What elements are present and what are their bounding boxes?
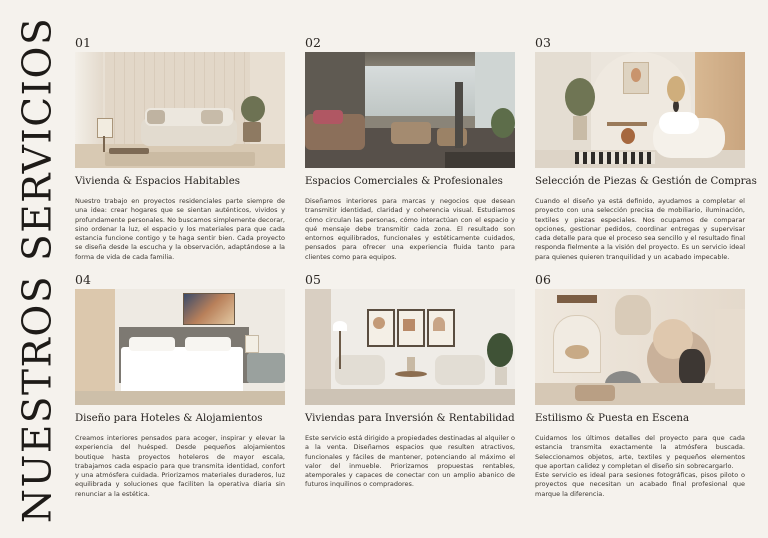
- page-title: NUESTROS SERVICIOS: [15, 16, 61, 524]
- service-title: Estilismo & Puesta en Escena: [535, 413, 690, 424]
- restaurant-terrace-photo: [305, 52, 515, 168]
- service-number: 03: [535, 35, 551, 50]
- furniture-selection-photo: [535, 52, 745, 168]
- investment-living-room-photo: [305, 289, 515, 405]
- service-card-04: [75, 272, 285, 499]
- service-title: Diseño para Hoteles & Alojamientos: [75, 413, 263, 424]
- vertical-title: [0, 0, 74, 538]
- service-card-03: [535, 35, 757, 262]
- service-title: Espacios Comerciales & Profesionales: [305, 176, 503, 187]
- service-number: 04: [75, 272, 91, 287]
- styling-photo: [535, 289, 745, 405]
- service-description: Este servicio está dirigido a propiedades destinadas al alquiler o a la venta. Diseñamos espacios que resulten atractivos, funcionales y fáciles de mantener, potenciando al máximo el valor del inmueble. Priorizamos propuestas rentables, atemporales y capaces de conectar con un amplio abanico de futuros inquilinos o compradores.: [305, 434, 515, 489]
- service-number: 02: [305, 35, 321, 50]
- service-card-01: [75, 35, 285, 262]
- service-card-02: [305, 35, 515, 262]
- service-number: 05: [305, 272, 321, 287]
- service-title: Selección de Piezas & Gestión de Compras: [535, 176, 757, 187]
- living-room-photo: [75, 52, 285, 168]
- service-card-05: [305, 272, 515, 490]
- service-title: Vivienda & Espacios Habitables: [75, 176, 240, 187]
- service-number: 06: [535, 272, 551, 287]
- service-description: Cuidamos los últimos detalles del proyecto para que cada estancia transmita exactamente la atmósfera buscada. Seleccionamos objetos, arte, textiles y pequeños elementos que aportan calidez y completan el diseño sin sobrecargarlo. Este servicio es ideal para sesiones fotográficas, pisos piloto o proyectos que necesitan un acabado final profesional que marque la diferencia.: [535, 434, 745, 498]
- service-title: Viviendas para Inversión & Rentabilidad: [305, 413, 515, 424]
- service-description: Nuestro trabajo en proyectos residenciales parte siempre de una idea: crear hogares que se sientan auténticos, vividos y profundamente personales. No buscamos simplemente decorar, sino ordenar la luz, el espacio y los materiales para que cada estancia funcione contigo y te haga sentir bien. Cada proyecto se diseña desde la escucha y la observación, adaptándose a la forma de vida de cada familia.: [75, 197, 285, 261]
- service-description: Creamos interiores pensados para acoger, inspirar y elevar la experiencia del huésped. Desde pequeños alojamientos boutique hasta proyectos hoteleros de mayor escala, trabajamos cada espacio para que transmita identidad, confort y una atmósfera cuidada. Priorizamos materiales duraderos, luz equilibrada y soluciones que faciliten la operativa diaria sin renunciar a la estética.: [75, 434, 285, 498]
- service-number: 01: [75, 35, 91, 50]
- service-description: Diseñamos interiores para marcas y negocios que desean transmitir identidad, claridad y coherencia visual. Estudiamos cómo circulan las personas, cómo interactúan con el espacio y qué mensaje debe transmitir cada zona. El resultado son entornos equilibrados, funcionales y estéticamente cuidados, pensados para ofrecer una experiencia fluida tanto para clientes como para equipos.: [305, 197, 515, 261]
- hotel-bedroom-photo: [75, 289, 285, 405]
- service-card-06: [535, 272, 745, 499]
- service-description: Cuando el diseño ya está definido, ayudamos a completar el proyecto con una selección precisa de mobiliario, iluminación, textiles y piezas especiales. Nos ocupamos de comparar opciones, gestionar pedidos, coordinar entregas y supervisar cada detalle para que el proceso sea sencillo y el resultado final responda fielmente a la visión del proyecto. Es un servicio ideal para quienes quieren tranquilidad y un acabado impecable.: [535, 197, 745, 261]
